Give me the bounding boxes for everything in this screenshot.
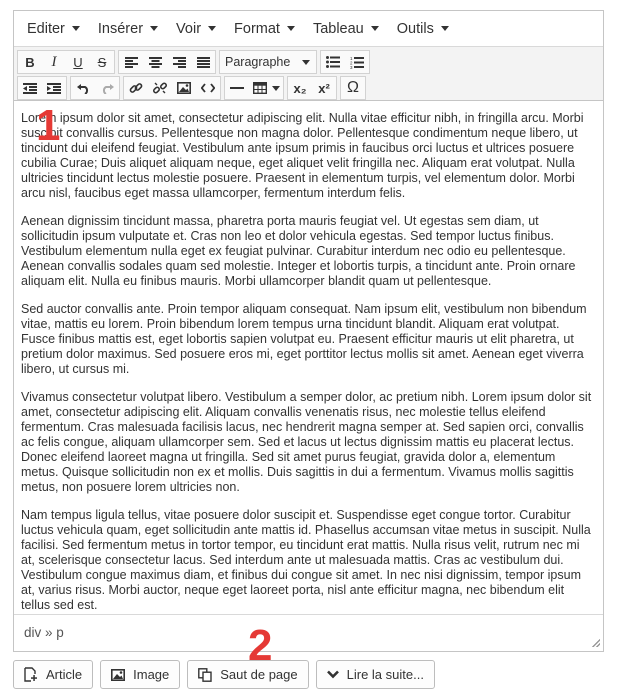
- subscript-icon: x₂: [293, 80, 307, 96]
- menu-label: Insérer: [97, 20, 144, 37]
- strikethrough-button[interactable]: [90, 51, 114, 73]
- menu-inserer[interactable]: [89, 15, 167, 43]
- alignment-group: [118, 50, 216, 74]
- format-select-group: [219, 50, 317, 74]
- image-button[interactable]: [100, 660, 180, 689]
- chevron-down-icon: [371, 26, 379, 31]
- structure-group: [224, 76, 284, 100]
- menubar: [14, 11, 603, 47]
- add-article-icon: [24, 667, 38, 682]
- image-icon: [177, 82, 191, 94]
- text-style-group: [17, 50, 115, 74]
- outdent-button[interactable]: [18, 77, 42, 99]
- chevron-down-icon: [287, 26, 295, 31]
- script-group: [287, 76, 337, 100]
- page-break-button-label: Saut de page: [220, 667, 298, 682]
- rich-text-editor: [13, 10, 604, 652]
- chevron-down-icon: [272, 86, 280, 91]
- chevron-down-icon: [208, 26, 216, 31]
- chevron-down-icon: [441, 26, 449, 31]
- article-button[interactable]: [13, 660, 93, 689]
- menu-voir[interactable]: [167, 15, 225, 43]
- superscript-icon: x²: [318, 80, 330, 96]
- image-icon: [111, 669, 125, 681]
- paragraph: Vivamus consectetur volutpat libero. Vestibulum a semper dolor, ac pretium nibh. Lorem ipsum dolor sit amet, consectetur adipiscing elit. Aliquam convallis venenatis risus, nec molestie tellus eleifend fermentum. Cras malesuada facilisis lacus, nec hendrerit magna semper at. Sed sapien orci, convallis ac felis congue, aliquam ullamcorper sem. Sed et lacus ut lectus dignissim mattis eu placerat lectus. Donec eleifend laoreet magna ut fringilla. Sed sit amet purus feugiat, gravida dolor a, elementum metus. Quisque sollicitudin non ex et mollis. Duis sagittis in dui a fermentum. Vivamus mollis sagittis metus, non posuere lorem ultricies non.: [21, 390, 592, 494]
- insert-group: [123, 76, 221, 100]
- chevron-down-icon: [72, 26, 80, 31]
- svg-text:2: 2: [350, 60, 353, 65]
- align-center-icon: [149, 57, 162, 68]
- action-buttons: [13, 660, 442, 689]
- bold-icon: B: [25, 54, 35, 70]
- superscript-button[interactable]: [312, 77, 336, 99]
- menu-label: Editer: [27, 20, 65, 37]
- editor-content[interactable]: [14, 101, 603, 614]
- image-button-label: Image: [133, 667, 170, 682]
- menu-label: Format: [234, 20, 280, 37]
- bullet-list-button[interactable]: [321, 51, 345, 73]
- indent-button[interactable]: [42, 77, 66, 99]
- chevron-down-icon: [302, 60, 310, 65]
- redo-icon: [101, 82, 114, 94]
- redo-button[interactable]: [95, 77, 119, 99]
- history-group: [70, 76, 120, 100]
- menu-outils[interactable]: [388, 15, 458, 43]
- numbered-list-icon: [350, 56, 364, 69]
- align-justify-icon: [197, 57, 210, 68]
- annotation-marker-1: 1: [36, 101, 61, 150]
- italic-button[interactable]: [42, 51, 66, 73]
- unlink-button[interactable]: [148, 77, 172, 99]
- bold-button[interactable]: [18, 51, 42, 73]
- svg-text:1: 1: [350, 55, 353, 61]
- format-select-value: Paragraphe: [225, 55, 291, 69]
- statusbar: [14, 614, 603, 650]
- align-left-icon: [125, 57, 138, 68]
- align-center-button[interactable]: [143, 51, 167, 73]
- paragraph: Aenean dignissim tincidunt massa, pharetra porta mauris feugiat vel. Ut egestas sem diam, ut sollicitudin ipsum vulputate et. Cras non leo et dolor vehicula egestas. Sed tempor luctus finibus. Vestibulum elementum nulla eget ex feugiat pulvinar. Curabitur interdum nec odio eu pellentesque. Aenean convallis sodales quam sed molestie. Integer et lobortis turpis, a tincidunt ante. Proin ornare aliquam elit. Nulla eu finibus mauris. Morbi ullamcorper blandit quam ut pellentesque.: [21, 214, 576, 288]
- menu-editer[interactable]: [18, 15, 89, 43]
- underline-button[interactable]: [66, 51, 90, 73]
- toolbar-row-1: [17, 50, 603, 75]
- format-select[interactable]: [220, 51, 316, 73]
- menu-label: Voir: [176, 20, 202, 37]
- svg-text:3: 3: [350, 64, 353, 69]
- omega-icon: Ω: [347, 79, 359, 96]
- paragraph: Lorem ipsum dolor sit amet, consectetur adipiscing elit. Nulla vitae efficitur nibh, in fringilla arcu. Morbi suscipit convallis cursus. Pellentesque non magna dolor. Pellentesque condimentum neque libero, ut tincidunt dui eleifend feugiat. Vestibulum ante ipsum primis in faucibus orci luctus et ultrices posuere cubilia Curae; Duis aliquet aliquam neque, eget aliquet velit fringilla nec. Aliquam erat volutpat. Nulla ultricies tincidunt lectus molestie posuere. Praesent in elementum turpis, vel elementum dolor. Morbi arcu nisl, faucibus eget massa ullamcorper, fermentum interdum felis.: [21, 111, 584, 200]
- element-path[interactable]: div » p: [24, 625, 64, 640]
- paragraph: Nam tempus ligula tellus, vitae posuere dolor suscipit et. Suspendisse eget congue tortor. Curabitur luctus vehicula quam, eget sollicitudin ante mattis id. Phasellus accumsan vitae metus in suscipit. Nulla facilisi. Sed fermentum metus in tortor tempor, eu tincidunt erat mattis. Nulla risus velit, rutrum nec mi at, scelerisque consectetur lacus. Sed interdum ante ut malesuada mattis. Cras ac vestibulum dui. Vestibulum congue maximus diam, et finibus dui congue sit amet. In nec nisi dignissim, tempor ipsum at, varius risus. Morbi auctor, neque eget laoreet porta, nisl ante efficitur magna, nec bibendum elit tellus sed est.: [21, 508, 591, 612]
- outdent-icon: [23, 83, 37, 94]
- indent-icon: [47, 83, 61, 94]
- undo-button[interactable]: [71, 77, 95, 99]
- toolbar: [14, 47, 603, 101]
- bullet-list-icon: [326, 56, 340, 68]
- article-button-label: Article: [46, 667, 83, 682]
- underline-icon: U: [73, 54, 83, 70]
- source-code-button[interactable]: [196, 77, 220, 99]
- menu-label: Outils: [396, 20, 434, 37]
- unlink-icon: [153, 81, 167, 95]
- toolbar-row-2: [17, 76, 603, 101]
- italic-icon: I: [51, 53, 57, 70]
- strikethrough-icon: S: [97, 54, 107, 70]
- align-right-button[interactable]: [167, 51, 191, 73]
- annotation-marker-2: 2: [248, 621, 273, 670]
- align-right-icon: [173, 57, 186, 68]
- undo-icon: [77, 82, 90, 94]
- copy-pages-icon: [198, 668, 212, 682]
- table-button[interactable]: [249, 77, 283, 99]
- list-group: [320, 50, 370, 74]
- horizontal-rule-button[interactable]: [225, 77, 249, 99]
- resize-handle-icon[interactable]: [592, 639, 600, 647]
- subscript-button[interactable]: [288, 77, 312, 99]
- read-more-button[interactable]: [316, 660, 435, 689]
- read-more-button-label: Lire la suite...: [346, 667, 424, 682]
- indent-group: [17, 76, 67, 100]
- chevron-down-icon: [327, 670, 339, 679]
- insert-link-button[interactable]: [124, 77, 148, 99]
- menu-format[interactable]: [225, 15, 304, 43]
- special-char-button[interactable]: [341, 77, 365, 99]
- align-justify-button[interactable]: [191, 51, 215, 73]
- menu-label: Tableau: [312, 20, 364, 37]
- numbered-list-button[interactable]: [345, 51, 369, 73]
- link-icon: [129, 81, 143, 95]
- special-char-group: [340, 76, 366, 100]
- code-icon: [201, 83, 215, 93]
- menu-tableau[interactable]: [304, 15, 388, 43]
- insert-image-button[interactable]: [172, 77, 196, 99]
- chevron-down-icon: [150, 26, 158, 31]
- table-icon: [253, 82, 267, 94]
- align-left-button[interactable]: [119, 51, 143, 73]
- paragraph: Sed auctor convallis ante. Proin tempor aliquam consequat. Nam ipsum elit, vestibulum non bibendum vitae, mattis eu lorem. Proin bibendum lorem tempus urna tincidunt blandit. Aliquam erat volutpat. Fusce finibus mattis est, eget lobortis sapien volutpat eu. Praesent efficitur mauris ut elit pharetra, ut pretium dolor maximus. Sed posuere eros mi, eget porttitor lectus mollis sit amet. Aenean eget viverra libero, ut cursus mi.: [21, 302, 587, 376]
- horizontal-rule-icon: [230, 86, 244, 90]
